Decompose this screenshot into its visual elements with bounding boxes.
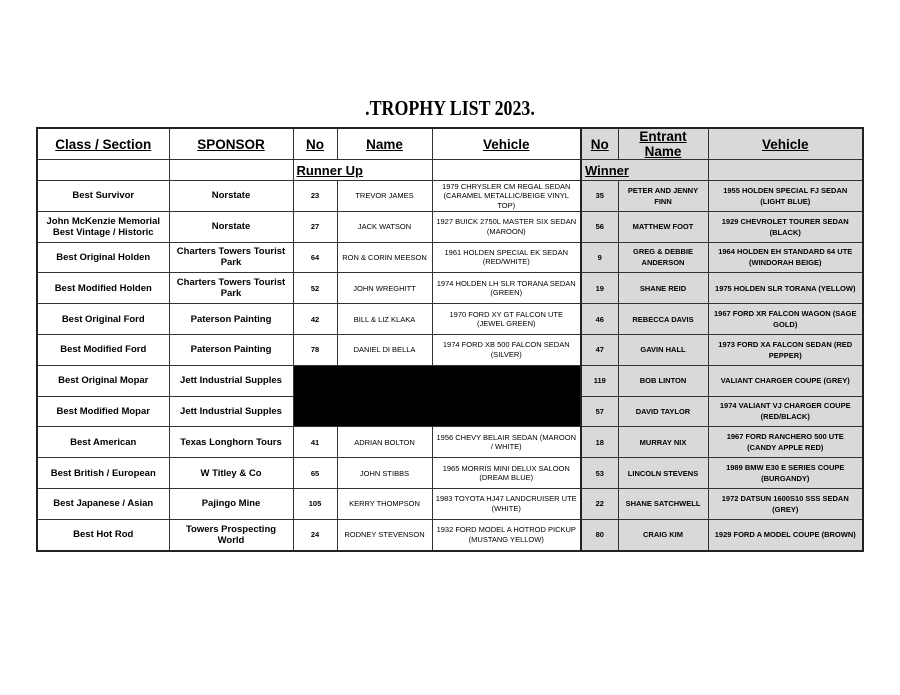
winner-vehicle-cell: 1967 FORD RANCHERO 500 UTE (CANDY APPLE RED) bbox=[708, 427, 863, 458]
sponsor-cell: Charters Towers Tourist Park bbox=[169, 273, 293, 304]
winner-name-cell: BOB LINTON bbox=[618, 365, 708, 396]
winner-name-cell: GREG & DEBBIE ANDERSON bbox=[618, 242, 708, 273]
sponsor-cell: Jett Industrial Supples bbox=[169, 396, 293, 427]
sponsor-cell: Pajingo Mine bbox=[169, 488, 293, 519]
subheader-winner bbox=[581, 160, 708, 181]
runner-no-cell: 65 bbox=[293, 458, 337, 489]
winner-name-cell: GAVIN HALL bbox=[618, 334, 708, 365]
winner-vehicle-cell: 1975 HOLDEN SLR TORANA (YELLOW) bbox=[708, 273, 863, 304]
header-row bbox=[37, 128, 863, 160]
winner-name-cell: DAVID TAYLOR bbox=[618, 396, 708, 427]
winner-no-cell: 53 bbox=[581, 458, 618, 489]
runner-vehicle-cell: 1979 CHRYSLER CM REGAL SEDAN (CARAMEL METALLIC/BEIGE VINYL TOP) bbox=[432, 181, 581, 212]
runner-up-label: Runner Up bbox=[296, 162, 363, 178]
table-row bbox=[37, 242, 863, 273]
winner-vehicle-cell: 1967 FORD XR FALCON WAGON (SAGE GOLD) bbox=[708, 304, 863, 335]
table-row bbox=[37, 519, 863, 550]
runner-vehicle-cell: 1974 HOLDEN LH SLR TORANA SEDAN (GREEN) bbox=[432, 273, 581, 304]
header-winner-vehicle: Vehicle bbox=[708, 128, 863, 160]
sponsor-cell: Norstate bbox=[169, 181, 293, 212]
header-winner-name: Entrant Name bbox=[618, 128, 708, 160]
runner-name-cell: ADRIAN BOLTON bbox=[337, 427, 432, 458]
runner-no-cell: 78 bbox=[293, 334, 337, 365]
table-row bbox=[37, 211, 863, 242]
runner-name-cell: RODNEY STEVENSON bbox=[337, 519, 432, 550]
subheader-runner-up bbox=[293, 160, 432, 181]
winner-no-cell: 119 bbox=[581, 365, 618, 396]
winner-name-cell: MATTHEW FOOT bbox=[618, 211, 708, 242]
sponsor-cell: Texas Longhorn Tours bbox=[169, 427, 293, 458]
class-cell: John McKenzie Memorial Best Vintage / Historic bbox=[37, 211, 169, 242]
runner-name-cell: KERRY THOMPSON bbox=[337, 488, 432, 519]
winner-vehicle-cell: VALIANT CHARGER COUPE (GREY) bbox=[708, 365, 863, 396]
winner-no-cell: 56 bbox=[581, 211, 618, 242]
class-cell: Best Hot Rod bbox=[37, 519, 169, 550]
winner-vehicle-cell: 1973 FORD XA FALCON SEDAN (RED PEPPER) bbox=[708, 334, 863, 365]
winner-no-cell: 19 bbox=[581, 273, 618, 304]
class-cell: Best Japanese / Asian bbox=[37, 488, 169, 519]
runner-name-cell: TREVOR JAMES bbox=[337, 181, 432, 212]
runner-name-cell: RON & CORIN MEESON bbox=[337, 242, 432, 273]
subheader-empty bbox=[708, 160, 863, 181]
class-cell: Best American bbox=[37, 427, 169, 458]
subheader-empty bbox=[169, 160, 293, 181]
subheader-empty bbox=[37, 160, 169, 181]
sponsor-cell: Charters Towers Tourist Park bbox=[169, 242, 293, 273]
winner-vehicle-cell: 1929 CHEVROLET TOURER SEDAN (BLACK) bbox=[708, 211, 863, 242]
class-cell: Best Modified Holden bbox=[37, 273, 169, 304]
sponsor-cell: Jett Industrial Supples bbox=[169, 365, 293, 396]
runner-vehicle-cell: 1956 CHEVY BELAIR SEDAN (MAROON / WHITE) bbox=[432, 427, 581, 458]
header-sponsor: SPONSOR bbox=[169, 128, 293, 160]
runner-vehicle-cell: 1983 TOYOTA HJ47 LANDCRUISER UTE (WHITE) bbox=[432, 488, 581, 519]
subheader-row bbox=[37, 160, 863, 181]
winner-vehicle-cell: 1955 HOLDEN SPECIAL FJ SEDAN (LIGHT BLUE) bbox=[708, 181, 863, 212]
table-row bbox=[37, 273, 863, 304]
class-cell: Best Original Holden bbox=[37, 242, 169, 273]
header-winner-no: No bbox=[581, 128, 618, 160]
header-class-section: Class / Section bbox=[37, 128, 169, 160]
runner-no-cell: 27 bbox=[293, 211, 337, 242]
runner-name-cell: JOHN WREGHITT bbox=[337, 273, 432, 304]
table-row bbox=[37, 181, 863, 212]
runner-name-cell: JOHN STIBBS bbox=[337, 458, 432, 489]
winner-name-cell: LINCOLN STEVENS bbox=[618, 458, 708, 489]
winner-vehicle-cell: 1964 HOLDEN EH STANDARD 64 UTE (WINDORAH BEIGE) bbox=[708, 242, 863, 273]
runner-name-cell: DANIEL DI BELLA bbox=[337, 334, 432, 365]
header-runner-name: Name bbox=[337, 128, 432, 160]
winner-name-cell: MURRAY NIX bbox=[618, 427, 708, 458]
runner-vehicle-cell: 1927 BUICK 2750L MASTER SIX SEDAN (MAROON) bbox=[432, 211, 581, 242]
class-cell: Best British / European bbox=[37, 458, 169, 489]
runner-name-cell: JACK WATSON bbox=[337, 211, 432, 242]
table-row bbox=[37, 365, 863, 396]
winner-vehicle-cell: 1974 VALIANT VJ CHARGER COUPE (RED/BLACK) bbox=[708, 396, 863, 427]
runner-name-cell: BILL & LIZ KLAKA bbox=[337, 304, 432, 335]
sponsor-cell: Norstate bbox=[169, 211, 293, 242]
page-title: .TROPHY LIST 2023. bbox=[365, 96, 535, 120]
sponsor-cell: Paterson Painting bbox=[169, 334, 293, 365]
table-row bbox=[37, 334, 863, 365]
runner-no-cell: 64 bbox=[293, 242, 337, 273]
winner-no-cell: 46 bbox=[581, 304, 618, 335]
class-cell: Best Original Ford bbox=[37, 304, 169, 335]
class-cell: Best Original Mopar bbox=[37, 365, 169, 396]
header-runner-vehicle: Vehicle bbox=[432, 128, 581, 160]
winner-no-cell: 80 bbox=[581, 519, 618, 550]
trophy-table bbox=[36, 127, 864, 552]
winner-label: Winner bbox=[585, 162, 629, 178]
winner-no-cell: 9 bbox=[581, 242, 618, 273]
winner-no-cell: 18 bbox=[581, 427, 618, 458]
winner-name-cell: CRAIG KIM bbox=[618, 519, 708, 550]
runner-no-cell: 42 bbox=[293, 304, 337, 335]
class-cell: Best Modified Ford bbox=[37, 334, 169, 365]
runner-vehicle-cell: 1970 FORD XY GT FALCON UTE (JEWEL GREEN) bbox=[432, 304, 581, 335]
runner-no-cell: 41 bbox=[293, 427, 337, 458]
winner-vehicle-cell: 1989 BMW E30 E SERIES COUPE (BURGANDY) bbox=[708, 458, 863, 489]
subheader-empty bbox=[432, 160, 581, 181]
sponsor-cell: Paterson Painting bbox=[169, 304, 293, 335]
redacted-runner-up-block bbox=[293, 365, 581, 427]
winner-name-cell: SHANE REID bbox=[618, 273, 708, 304]
runner-vehicle-cell: 1932 FORD MODEL A HOTROD PICKUP (MUSTANG YELLOW) bbox=[432, 519, 581, 550]
table-row bbox=[37, 458, 863, 489]
class-cell: Best Modified Mopar bbox=[37, 396, 169, 427]
winner-no-cell: 47 bbox=[581, 334, 618, 365]
winner-no-cell: 35 bbox=[581, 181, 618, 212]
runner-no-cell: 24 bbox=[293, 519, 337, 550]
class-cell: Best Survivor bbox=[37, 181, 169, 212]
runner-vehicle-cell: 1974 FORD XB 500 FALCON SEDAN (SILVER) bbox=[432, 334, 581, 365]
winner-no-cell: 57 bbox=[581, 396, 618, 427]
sponsor-cell: Towers Prospecting World bbox=[169, 519, 293, 550]
runner-vehicle-cell: 1965 MORRIS MINI DELUX SALOON (DREAM BLUE) bbox=[432, 458, 581, 489]
sponsor-cell: W Titley & Co bbox=[169, 458, 293, 489]
winner-name-cell: PETER AND JENNY FINN bbox=[618, 181, 708, 212]
runner-no-cell: 52 bbox=[293, 273, 337, 304]
header-runner-no: No bbox=[293, 128, 337, 160]
runner-no-cell: 23 bbox=[293, 181, 337, 212]
winner-name-cell: SHANE SATCHWELL bbox=[618, 488, 708, 519]
winner-no-cell: 22 bbox=[581, 488, 618, 519]
table-row bbox=[37, 304, 863, 335]
table-row bbox=[37, 427, 863, 458]
winner-vehicle-cell: 1929 FORD A MODEL COUPE (BROWN) bbox=[708, 519, 863, 550]
runner-vehicle-cell: 1961 HOLDEN SPECIAL EK SEDAN (RED/WHITE) bbox=[432, 242, 581, 273]
table-row bbox=[37, 488, 863, 519]
winner-vehicle-cell: 1972 DATSUN 1600S10 SSS SEDAN (GREY) bbox=[708, 488, 863, 519]
winner-name-cell: REBECCA DAVIS bbox=[618, 304, 708, 335]
runner-no-cell: 105 bbox=[293, 488, 337, 519]
